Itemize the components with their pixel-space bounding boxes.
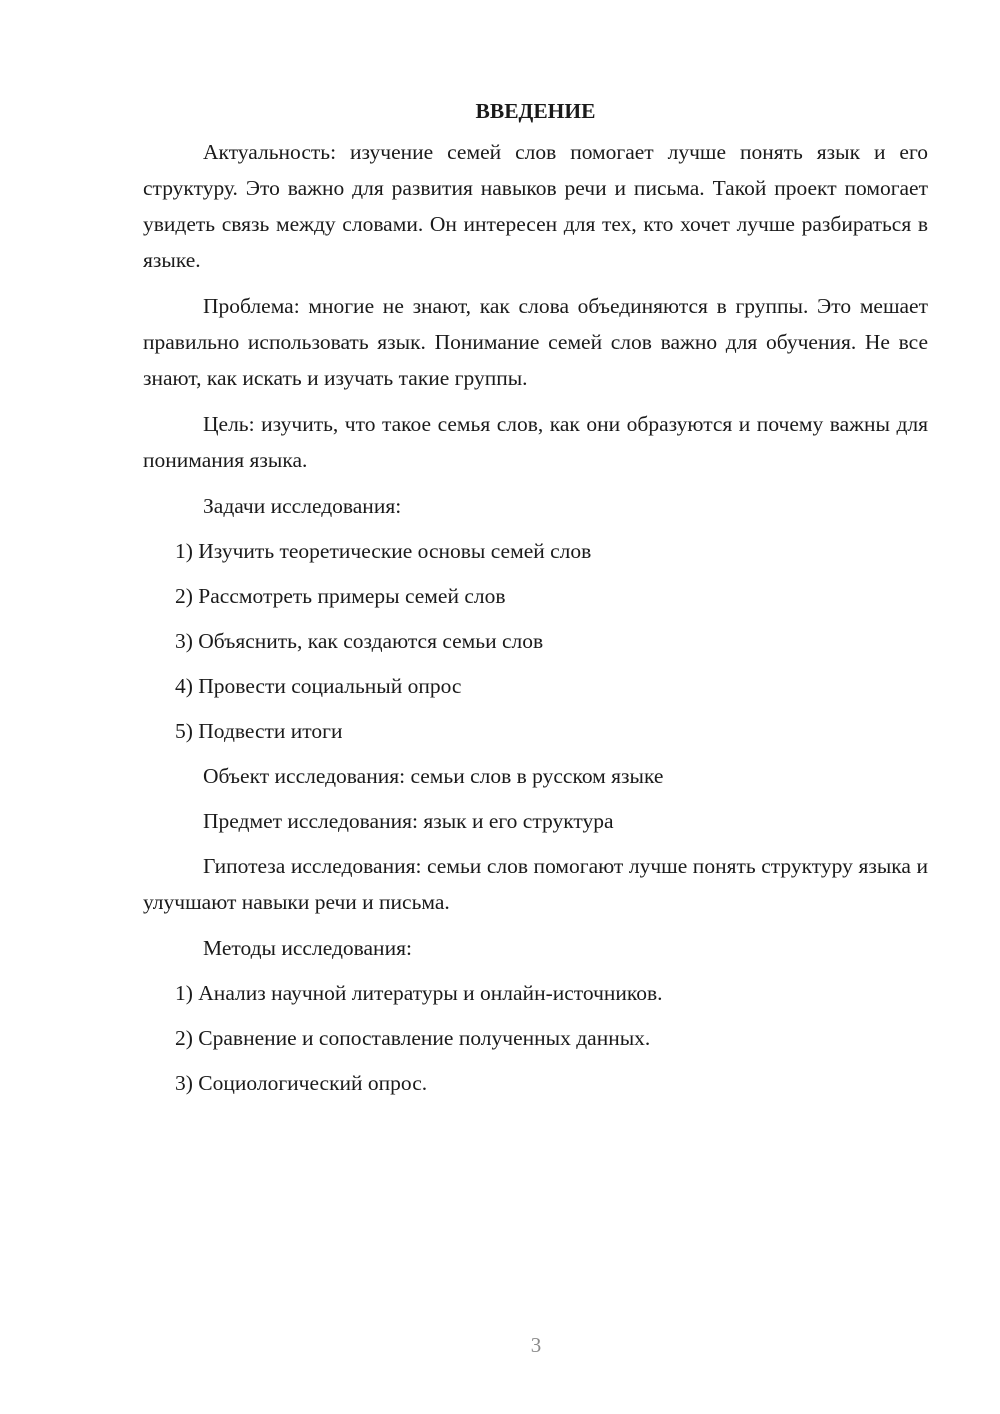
method-item: 2) Сравнение и сопоставление полученных данных. <box>175 1026 651 1050</box>
task-item: 2) Рассмотреть примеры семей слов <box>175 584 506 608</box>
problem-paragraph: Проблема: многие не знают, как слова объединяются в группы. Это мешает правильно использовать язык. Понимание семей слов важно для обучения. Не все знают, как искать и изучать такие группы. <box>143 294 928 390</box>
document-body <box>143 96 928 1110</box>
goal-paragraph: Цель: изучить, что такое семья слов, как они образуются и почему важны для понимания языка. <box>143 412 928 472</box>
task-item: 1) Изучить теоретические основы семей слов <box>175 539 592 563</box>
methods-heading: Методы исследования: <box>203 936 412 960</box>
relevance-paragraph: Актуальность: изучение семей слов помогает лучше понять язык и его структуру. Это важно для развития навыков речи и письма. Такой проект помогает увидеть связь между словами. Он интересен для тех, кто хочет лучше разбираться в языке. <box>143 140 928 272</box>
research-subject: Предмет исследования: язык и его структура <box>203 809 614 833</box>
task-item: 3) Объяснить, как создаются семьи слов <box>175 629 544 653</box>
hypothesis-paragraph: Гипотеза исследования: семьи слов помогают лучше понять структуру языка и улучшают навыки речи и письма. <box>143 854 928 914</box>
task-item: 5) Подвести итоги <box>175 719 343 743</box>
task-item: 4) Провести социальный опрос <box>175 674 462 698</box>
page-number: 3 <box>530 1333 542 1357</box>
tasks-heading: Задачи исследования: <box>203 494 402 518</box>
method-item: 3) Социологический опрос. <box>175 1071 428 1095</box>
section-title: ВВЕДЕНИЕ <box>475 99 596 123</box>
method-item: 1) Анализ научной литературы и онлайн-источников. <box>175 981 663 1005</box>
research-object: Объект исследования: семьи слов в русском языке <box>203 764 664 788</box>
